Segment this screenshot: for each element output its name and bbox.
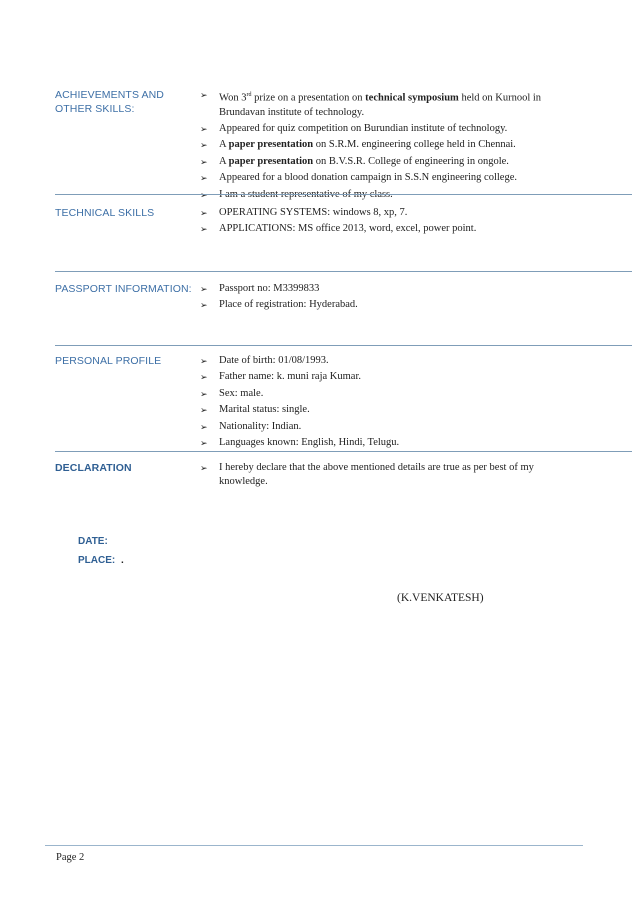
list-item: ➢ Date of birth: 01/08/1993. (200, 354, 550, 368)
footer-divider (45, 845, 583, 846)
arrow-bullet-icon: ➢ (200, 208, 208, 218)
list-item: ➢ Marital status: single. (200, 403, 550, 417)
place-value: . (121, 555, 124, 566)
list-item: ➢ Languages known: English, Hindi, Telugu. (200, 436, 550, 450)
list-item: ➢ A paper presentation on B.V.S.R. College of engineering in ongole. (200, 155, 550, 169)
arrow-bullet-icon: ➢ (200, 173, 208, 184)
date-label: DATE: (78, 536, 108, 547)
list-item: ➢ Passport no: M3399833 (200, 282, 550, 296)
arrow-bullet-icon: ➢ (200, 405, 208, 416)
arrow-bullet-icon: ➢ (200, 437, 208, 448)
arrow-bullet-icon: ➢ (200, 372, 208, 383)
place-label: PLACE: (78, 555, 116, 566)
arrow-bullet-icon: ➢ (200, 421, 208, 432)
place-row (78, 555, 124, 566)
list-item: ➢ APPLICATIONS: MS office 2013, word, excel, power point. (200, 222, 550, 236)
declaration-list (200, 461, 550, 492)
arrow-bullet-icon: ➢ (200, 156, 208, 167)
technical-skills-label: TECHNICAL SKILLS (55, 207, 155, 219)
achievements-label: ACHIEVEMENTS AND OTHER SKILLS: (55, 89, 164, 115)
list-item: ➢ Nationality: Indian. (200, 420, 550, 434)
section-divider (55, 194, 632, 195)
section-divider (55, 451, 632, 452)
list-item: ➢ Appeared for a blood donation campaign in S.S.N engineering college. (200, 171, 550, 185)
passport-label: PASSPORT INFORMATION: (55, 283, 192, 295)
list-item: ➢ Place of registration: Hyderabad. (200, 298, 550, 312)
arrow-bullet-icon: ➢ (200, 90, 208, 100)
page-number: Page 2 (56, 852, 85, 863)
list-item: ➢ I hereby declare that the above mentioned details are true as per best of my knowledge. (200, 462, 534, 488)
list-item: ➢ Won 3rd prize on a presentation on technical symposium held on Kurnool in Brundavan institute of technology. (200, 90, 542, 118)
section-divider (55, 271, 632, 272)
list-item: ➢ I am a student representative of my class. (200, 188, 550, 202)
passport-list (200, 282, 550, 315)
arrow-bullet-icon: ➢ (200, 224, 208, 235)
signature-name: (K.VENKATESH) (397, 592, 484, 604)
arrow-bullet-icon: ➢ (200, 463, 208, 473)
list-item: ➢ Sex: male. (200, 387, 550, 401)
arrow-bullet-icon: ➢ (200, 300, 208, 311)
list-item: ➢ A paper presentation on S.R.M. engineering college held in Chennai. (200, 138, 550, 152)
list-item: ➢ Father name: k. muni raja Kumar. (200, 370, 550, 384)
arrow-bullet-icon: ➢ (200, 356, 208, 366)
personal-profile-label: PERSONAL PROFILE (55, 355, 162, 367)
section-divider (55, 345, 632, 346)
arrow-bullet-icon: ➢ (200, 140, 208, 151)
arrow-bullet-icon: ➢ (200, 124, 208, 135)
achievements-list (200, 88, 550, 204)
declaration-label: DECLARATION (55, 462, 132, 474)
arrow-bullet-icon: ➢ (200, 189, 208, 200)
technical-skills-list (200, 206, 550, 239)
list-item: ➢ OPERATING SYSTEMS: windows 8, xp, 7. (200, 206, 550, 220)
arrow-bullet-icon: ➢ (200, 388, 208, 399)
arrow-bullet-icon: ➢ (200, 284, 208, 294)
list-item: ➢ Appeared for quiz competition on Burundian institute of technology. (200, 122, 550, 136)
personal-profile-list (200, 354, 550, 452)
